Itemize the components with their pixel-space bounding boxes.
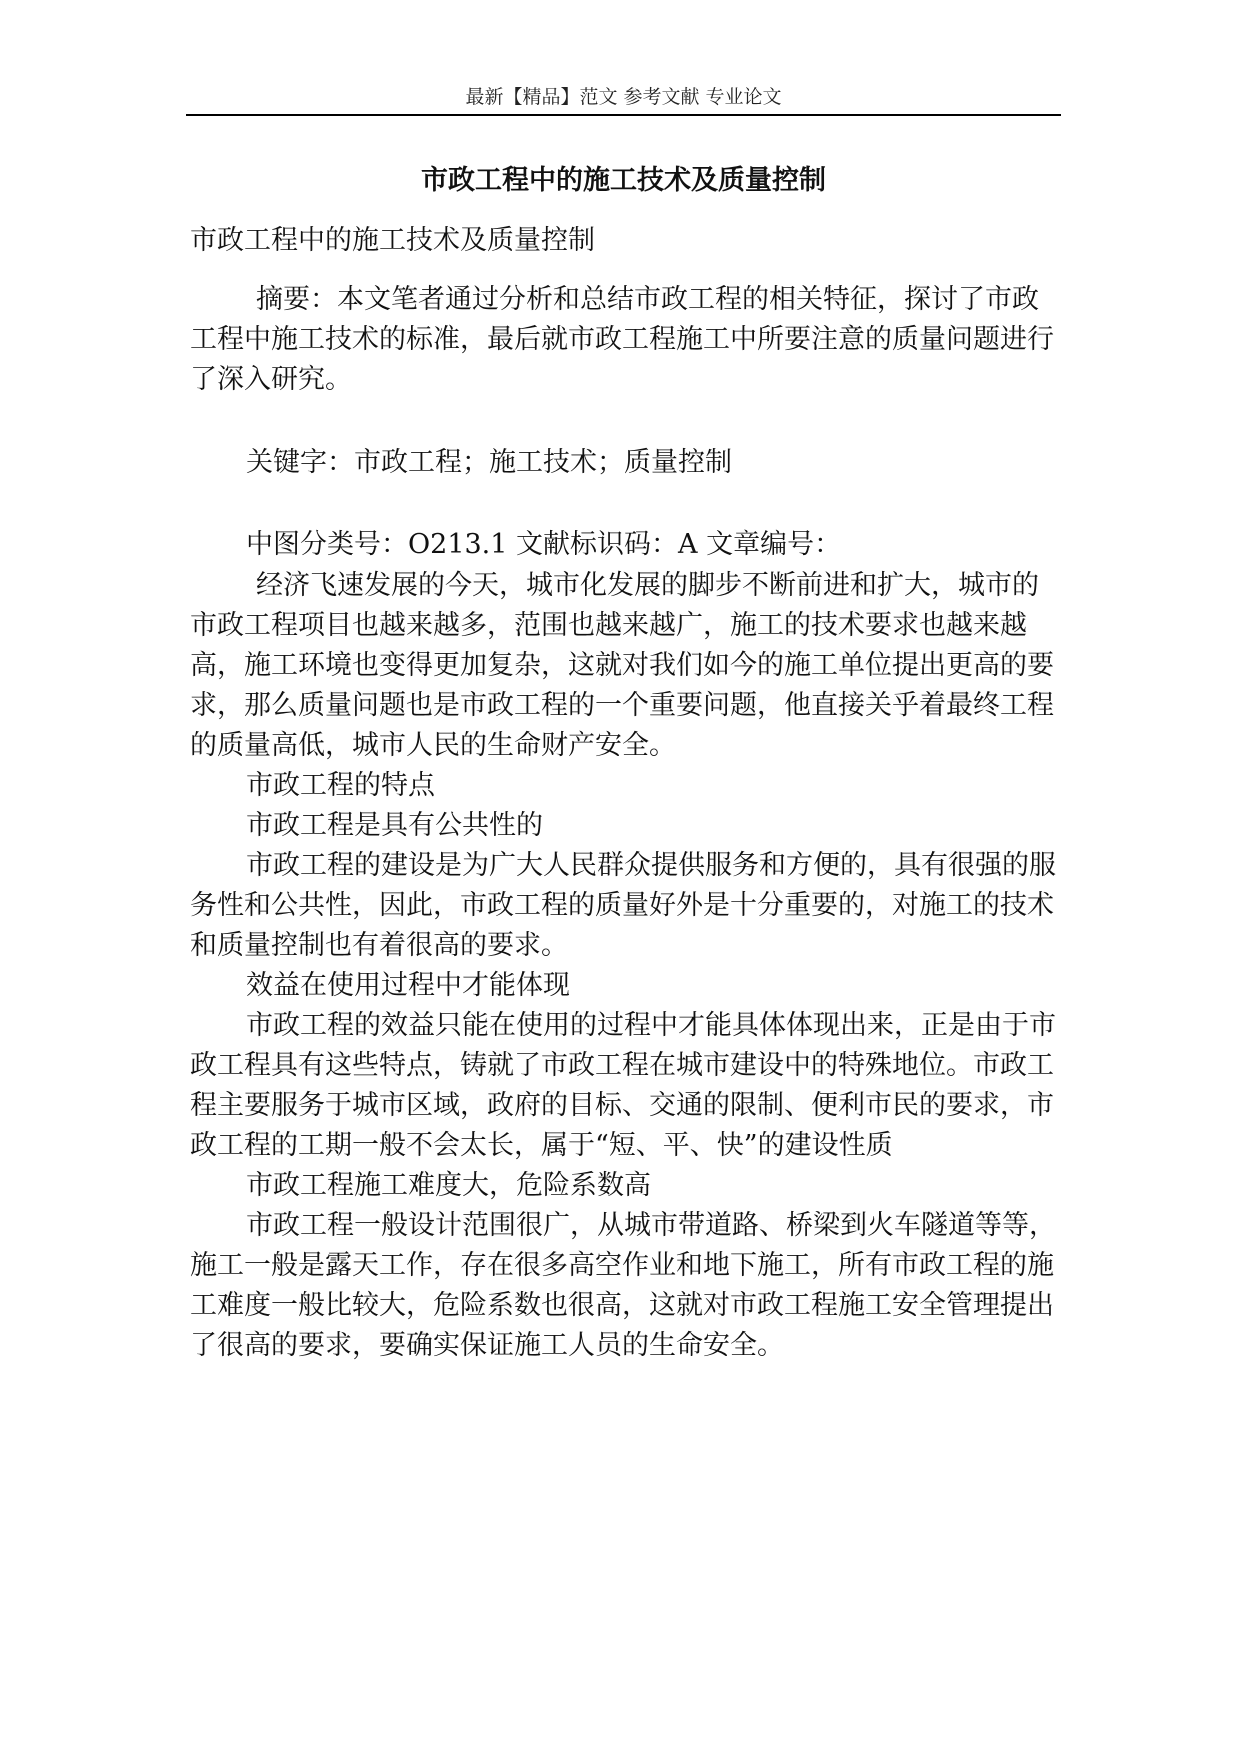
subsection-heading: 市政工程是具有公共性的 xyxy=(246,810,543,841)
page-header: 最新【精品】范文 参考文献 专业论文 xyxy=(465,86,782,108)
intro-paragraph: 经济飞速发展的今天，城市化发展的脚步不断前进和扩大，城市的市政工程项目也越来越多，范围也越来越广，施工的技术要求也越来越高，施工环境也变得更加复杂，这就对我们如今的施工单位提出更高的要求，那么质量问题也是市政工程的一个重要问题，他直接关乎着最终工程的质量高低，城市人民的生命财产安全。 xyxy=(190,570,1054,761)
header-divider xyxy=(186,114,1061,116)
document-title: 市政工程中的施工技术及质量控制 xyxy=(421,165,826,196)
section-heading: 市政工程的特点 xyxy=(246,770,435,801)
abstract-paragraph: 摘要：本文笔者通过分析和总结市政工程的相关特征，探讨了市政工程中施工技术的标准，最后就市政工程施工中所要注意的质量问题进行了深入研究。 xyxy=(190,284,1054,395)
classification-line: 中图分类号：O213.1 文献标识码：A 文章编号： xyxy=(246,529,842,560)
subsection-heading: 效益在使用过程中才能体现 xyxy=(246,970,570,1001)
subsection-body: 市政工程一般设计范围很广，从城市带道路、桥梁到火车隧道等等，施工一般是露天工作，存在很多高空作业和地下施工，所有市政工程的施工难度一般比较大，危险系数也很高，这就对市政工程施工安全管理提出了很高的要求，要确实保证施工人员的生命安全。 xyxy=(190,1210,1056,1361)
body-block xyxy=(190,566,1060,1366)
keywords-line: 关键字：市政工程；施工技术；质量控制 xyxy=(246,447,732,478)
abstract-block xyxy=(190,280,1060,400)
document-subtitle: 市政工程中的施工技术及质量控制 xyxy=(190,225,595,256)
subsection-heading: 市政工程施工难度大，危险系数高 xyxy=(246,1170,651,1201)
subsection-body: 市政工程的建设是为广大人民群众提供服务和方便的，具有很强的服务性和公共性，因此，市政工程的质量好外是十分重要的，对施工的技术和质量控制也有着很高的要求。 xyxy=(190,850,1056,961)
subsection-body: 市政工程的效益只能在使用的过程中才能具体体现出来，正是由于市政工程具有这些特点，铸就了市政工程在城市建设中的特殊地位。市政工程主要服务于城市区域，政府的目标、交通的限制、便利市民的要求，市政工程的工期一般不会太长，属于“短、平、快”的建设性质 xyxy=(190,1010,1056,1161)
